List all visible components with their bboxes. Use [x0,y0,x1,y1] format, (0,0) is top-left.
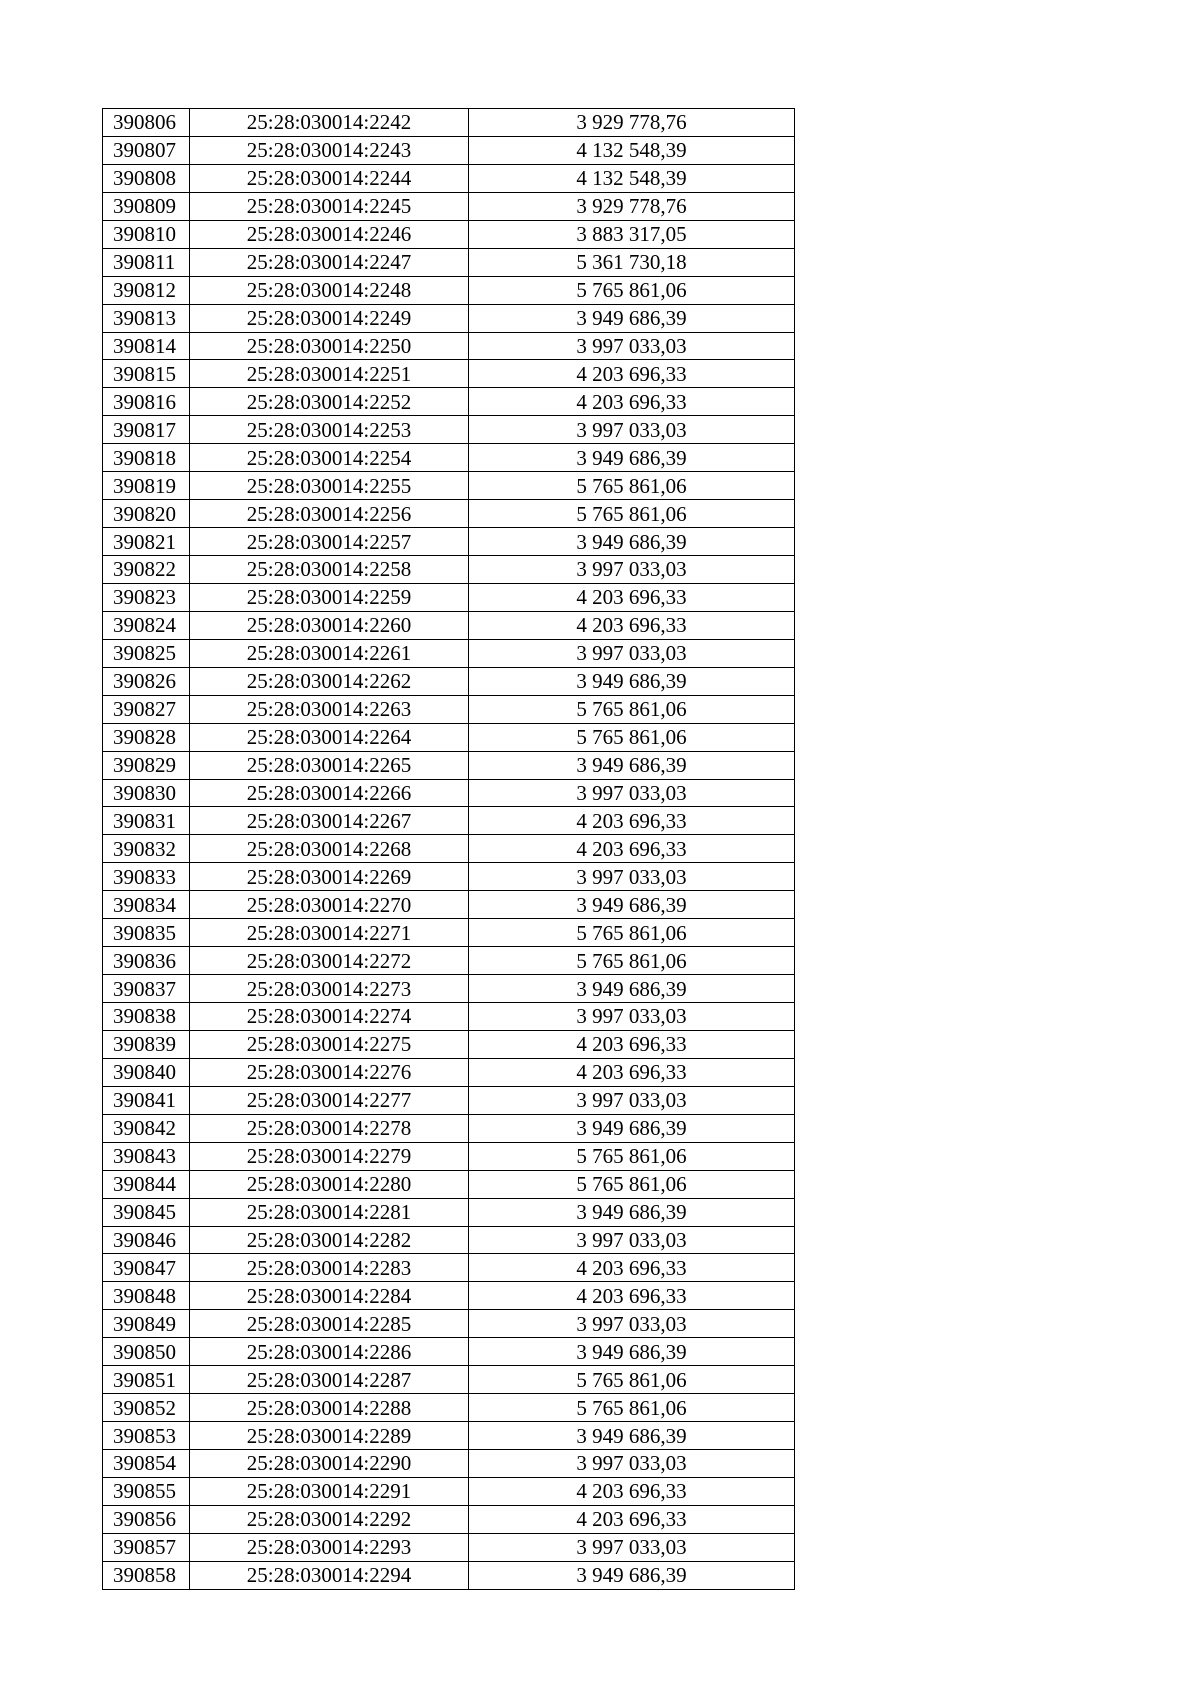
cadastral-value-cell: 4 203 696,33 [469,1030,795,1058]
cadastral-number-cell: 25:28:030014:2279 [190,1142,469,1170]
cadastral-number-cell: 25:28:030014:2273 [190,975,469,1003]
row-number-cell: 390833 [103,863,190,891]
row-number-cell: 390816 [103,388,190,416]
table-row [103,528,795,556]
cadastral-number-cell: 25:28:030014:2243 [190,136,469,164]
cadastral-value-cell: 5 765 861,06 [469,1366,795,1394]
table-row [103,1030,795,1058]
row-number-cell: 390815 [103,360,190,388]
cadastral-value-cell: 3 949 686,39 [469,667,795,695]
cadastral-value-cell: 5 765 861,06 [469,695,795,723]
table-row [103,1450,795,1478]
cadastral-value-cell: 5 765 861,06 [469,1142,795,1170]
row-number-cell: 390857 [103,1533,190,1561]
cadastral-number-cell: 25:28:030014:2253 [190,416,469,444]
row-number-cell: 390855 [103,1477,190,1505]
cadastral-value-cell: 4 203 696,33 [469,807,795,835]
cadastral-number-cell: 25:28:030014:2285 [190,1310,469,1338]
row-number-cell: 390837 [103,975,190,1003]
row-number-cell: 390822 [103,556,190,584]
row-number-cell: 390812 [103,276,190,304]
row-number-cell: 390810 [103,220,190,248]
cadastral-value-cell: 3 949 686,39 [469,1422,795,1450]
cadastral-value-cell: 3 883 317,05 [469,220,795,248]
cadastral-value-cell: 4 132 548,39 [469,164,795,192]
cadastral-number-cell: 25:28:030014:2289 [190,1422,469,1450]
cadastral-value-cell: 4 203 696,33 [469,1282,795,1310]
cadastral-value-table [102,108,795,1590]
table-row [103,444,795,472]
table-row [103,248,795,276]
cadastral-value-cell: 3 929 778,76 [469,192,795,220]
row-number-cell: 390845 [103,1198,190,1226]
cadastral-value-cell: 4 203 696,33 [469,1505,795,1533]
cadastral-number-cell: 25:28:030014:2275 [190,1030,469,1058]
table-body [103,109,795,1590]
cadastral-value-cell: 3 997 033,03 [469,1086,795,1114]
row-number-cell: 390806 [103,109,190,137]
cadastral-number-cell: 25:28:030014:2252 [190,388,469,416]
cadastral-value-cell: 4 203 696,33 [469,388,795,416]
cadastral-value-cell: 3 997 033,03 [469,332,795,360]
cadastral-value-cell: 3 997 033,03 [469,639,795,667]
cadastral-number-cell: 25:28:030014:2282 [190,1226,469,1254]
cadastral-value-cell: 4 203 696,33 [469,360,795,388]
cadastral-value-cell: 3 997 033,03 [469,1450,795,1478]
cadastral-number-cell: 25:28:030014:2265 [190,751,469,779]
cadastral-value-cell: 3 949 686,39 [469,304,795,332]
row-number-cell: 390834 [103,891,190,919]
cadastral-number-cell: 25:28:030014:2263 [190,695,469,723]
cadastral-value-cell: 3 949 686,39 [469,528,795,556]
cadastral-value-cell: 5 765 861,06 [469,500,795,528]
cadastral-value-cell: 3 929 778,76 [469,109,795,137]
row-number-cell: 390854 [103,1450,190,1478]
row-number-cell: 390852 [103,1394,190,1422]
row-number-cell: 390858 [103,1561,190,1589]
cadastral-number-cell: 25:28:030014:2254 [190,444,469,472]
table-row [103,556,795,584]
cadastral-value-cell: 5 765 861,06 [469,919,795,947]
table-row [103,947,795,975]
cadastral-value-cell: 5 765 861,06 [469,472,795,500]
table-row [103,136,795,164]
row-number-cell: 390831 [103,807,190,835]
cadastral-number-cell: 25:28:030014:2258 [190,556,469,584]
cadastral-number-cell: 25:28:030014:2261 [190,639,469,667]
table-row [103,1505,795,1533]
cadastral-number-cell: 25:28:030014:2286 [190,1338,469,1366]
cadastral-number-cell: 25:28:030014:2287 [190,1366,469,1394]
cadastral-number-cell: 25:28:030014:2281 [190,1198,469,1226]
table-row [103,1282,795,1310]
row-number-cell: 390844 [103,1170,190,1198]
table-row [103,919,795,947]
cadastral-number-cell: 25:28:030014:2276 [190,1058,469,1086]
row-number-cell: 390853 [103,1422,190,1450]
row-number-cell: 390819 [103,472,190,500]
cadastral-value-cell: 4 203 696,33 [469,835,795,863]
table-row [103,891,795,919]
row-number-cell: 390809 [103,192,190,220]
cadastral-number-cell: 25:28:030014:2256 [190,500,469,528]
table-row [103,1170,795,1198]
row-number-cell: 390842 [103,1114,190,1142]
row-number-cell: 390851 [103,1366,190,1394]
table-row [103,109,795,137]
cadastral-number-cell: 25:28:030014:2293 [190,1533,469,1561]
row-number-cell: 390821 [103,528,190,556]
cadastral-value-cell: 3 997 033,03 [469,863,795,891]
table-row [103,1226,795,1254]
table-row [103,751,795,779]
cadastral-value-cell: 3 949 686,39 [469,1198,795,1226]
table-row [103,1086,795,1114]
cadastral-value-cell: 3 949 686,39 [469,444,795,472]
table-row [103,1142,795,1170]
row-number-cell: 390843 [103,1142,190,1170]
table-row [103,192,795,220]
cadastral-value-cell: 4 203 696,33 [469,583,795,611]
cadastral-number-cell: 25:28:030014:2269 [190,863,469,891]
cadastral-number-cell: 25:28:030014:2283 [190,1254,469,1282]
cadastral-value-cell: 3 949 686,39 [469,751,795,779]
row-number-cell: 390829 [103,751,190,779]
table-row [103,304,795,332]
cadastral-number-cell: 25:28:030014:2264 [190,723,469,751]
table-row [103,1533,795,1561]
row-number-cell: 390818 [103,444,190,472]
cadastral-value-cell: 4 203 696,33 [469,611,795,639]
cadastral-number-cell: 25:28:030014:2291 [190,1477,469,1505]
table-row [103,276,795,304]
row-number-cell: 390849 [103,1310,190,1338]
table-row [103,639,795,667]
cadastral-value-cell: 3 949 686,39 [469,1114,795,1142]
table-row [103,360,795,388]
table-row [103,1310,795,1338]
row-number-cell: 390828 [103,723,190,751]
table-row [103,1394,795,1422]
row-number-cell: 390830 [103,779,190,807]
table-row [103,611,795,639]
cadastral-number-cell: 25:28:030014:2246 [190,220,469,248]
cadastral-number-cell: 25:28:030014:2244 [190,164,469,192]
cadastral-number-cell: 25:28:030014:2242 [190,109,469,137]
cadastral-number-cell: 25:28:030014:2249 [190,304,469,332]
cadastral-value-cell: 3 997 033,03 [469,779,795,807]
table-row [103,1254,795,1282]
cadastral-value-cell: 4 203 696,33 [469,1058,795,1086]
cadastral-value-cell: 5 361 730,18 [469,248,795,276]
cadastral-number-cell: 25:28:030014:2248 [190,276,469,304]
cadastral-value-cell: 3 949 686,39 [469,975,795,1003]
row-number-cell: 390817 [103,416,190,444]
cadastral-value-cell: 3 949 686,39 [469,1561,795,1589]
cadastral-number-cell: 25:28:030014:2257 [190,528,469,556]
row-number-cell: 390840 [103,1058,190,1086]
cadastral-number-cell: 25:28:030014:2255 [190,472,469,500]
row-number-cell: 390827 [103,695,190,723]
row-number-cell: 390808 [103,164,190,192]
cadastral-number-cell: 25:28:030014:2259 [190,583,469,611]
cadastral-number-cell: 25:28:030014:2274 [190,1003,469,1031]
cadastral-value-cell: 3 997 033,03 [469,1310,795,1338]
table-row [103,863,795,891]
cadastral-number-cell: 25:28:030014:2268 [190,835,469,863]
cadastral-number-cell: 25:28:030014:2262 [190,667,469,695]
table-row [103,332,795,360]
cadastral-value-cell: 4 203 696,33 [469,1477,795,1505]
row-number-cell: 390856 [103,1505,190,1533]
table-row [103,1561,795,1589]
row-number-cell: 390848 [103,1282,190,1310]
row-number-cell: 390824 [103,611,190,639]
table-row [103,1114,795,1142]
cadastral-number-cell: 25:28:030014:2267 [190,807,469,835]
row-number-cell: 390813 [103,304,190,332]
cadastral-value-cell: 5 765 861,06 [469,276,795,304]
cadastral-value-cell: 5 765 861,06 [469,1394,795,1422]
cadastral-number-cell: 25:28:030014:2280 [190,1170,469,1198]
table-row [103,975,795,1003]
table-row [103,416,795,444]
table-row [103,835,795,863]
table-row [103,1338,795,1366]
table-row [103,472,795,500]
cadastral-value-cell: 5 765 861,06 [469,723,795,751]
cadastral-value-cell: 3 997 033,03 [469,416,795,444]
table-row [103,1003,795,1031]
cadastral-value-cell: 3 949 686,39 [469,891,795,919]
row-number-cell: 390836 [103,947,190,975]
cadastral-number-cell: 25:28:030014:2250 [190,332,469,360]
cadastral-number-cell: 25:28:030014:2260 [190,611,469,639]
cadastral-number-cell: 25:28:030014:2277 [190,1086,469,1114]
table-row [103,1198,795,1226]
row-number-cell: 390807 [103,136,190,164]
cadastral-number-cell: 25:28:030014:2290 [190,1450,469,1478]
row-number-cell: 390832 [103,835,190,863]
cadastral-number-cell: 25:28:030014:2247 [190,248,469,276]
cadastral-number-cell: 25:28:030014:2278 [190,1114,469,1142]
cadastral-value-cell: 5 765 861,06 [469,947,795,975]
row-number-cell: 390820 [103,500,190,528]
table-row [103,1422,795,1450]
table-row [103,388,795,416]
cadastral-value-cell: 3 997 033,03 [469,1226,795,1254]
cadastral-value-cell: 3 997 033,03 [469,1533,795,1561]
table-row [103,500,795,528]
table-row [103,164,795,192]
cadastral-number-cell: 25:28:030014:2266 [190,779,469,807]
cadastral-number-cell: 25:28:030014:2272 [190,947,469,975]
table-row [103,1477,795,1505]
row-number-cell: 390825 [103,639,190,667]
row-number-cell: 390823 [103,583,190,611]
cadastral-number-cell: 25:28:030014:2245 [190,192,469,220]
cadastral-number-cell: 25:28:030014:2294 [190,1561,469,1589]
cadastral-number-cell: 25:28:030014:2288 [190,1394,469,1422]
cadastral-value-cell: 4 132 548,39 [469,136,795,164]
cadastral-value-cell: 3 949 686,39 [469,1338,795,1366]
row-number-cell: 390826 [103,667,190,695]
row-number-cell: 390846 [103,1226,190,1254]
cadastral-number-cell: 25:28:030014:2271 [190,919,469,947]
row-number-cell: 390839 [103,1030,190,1058]
table-row [103,695,795,723]
row-number-cell: 390847 [103,1254,190,1282]
cadastral-value-cell: 5 765 861,06 [469,1170,795,1198]
table-row [103,723,795,751]
cadastral-number-cell: 25:28:030014:2270 [190,891,469,919]
table-row [103,667,795,695]
cadastral-value-cell: 3 997 033,03 [469,1003,795,1031]
row-number-cell: 390835 [103,919,190,947]
table-row [103,779,795,807]
table-row [103,583,795,611]
table-row [103,1058,795,1086]
row-number-cell: 390811 [103,248,190,276]
cadastral-value-cell: 3 997 033,03 [469,556,795,584]
row-number-cell: 390850 [103,1338,190,1366]
cadastral-number-cell: 25:28:030014:2284 [190,1282,469,1310]
cadastral-number-cell: 25:28:030014:2251 [190,360,469,388]
cadastral-number-cell: 25:28:030014:2292 [190,1505,469,1533]
row-number-cell: 390814 [103,332,190,360]
row-number-cell: 390841 [103,1086,190,1114]
cadastral-value-cell: 4 203 696,33 [469,1254,795,1282]
table-row [103,1366,795,1394]
row-number-cell: 390838 [103,1003,190,1031]
table-row [103,807,795,835]
table-row [103,220,795,248]
